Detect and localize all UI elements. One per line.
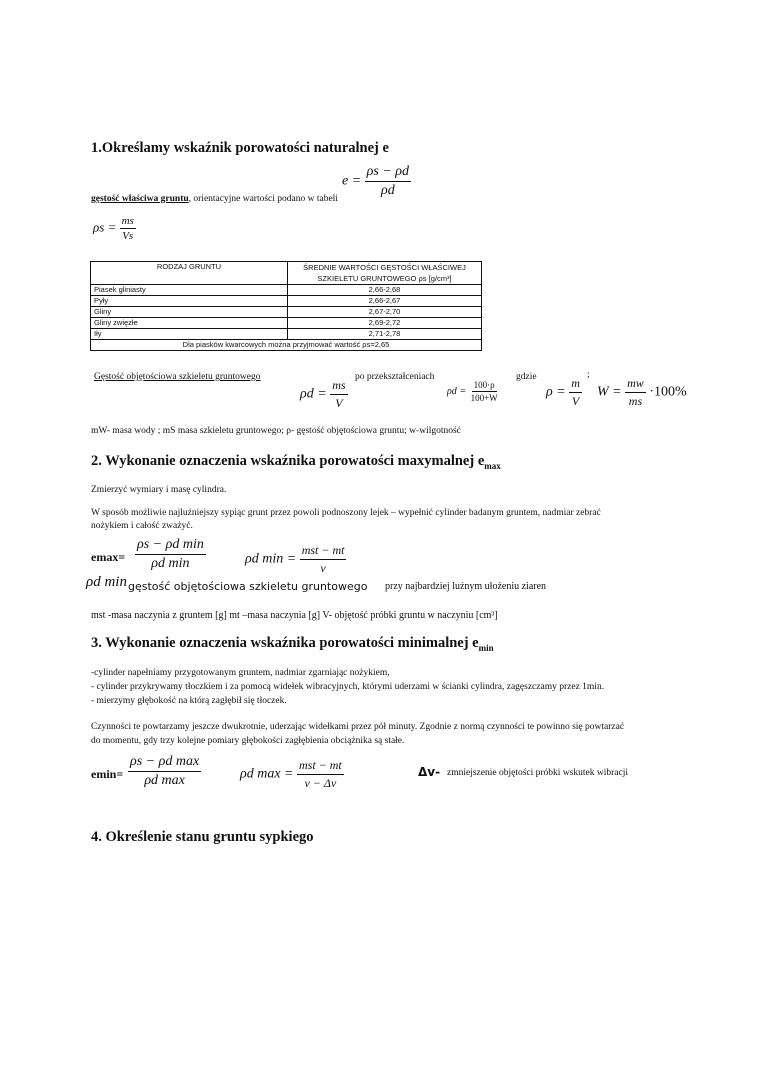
emax-label: emax= (91, 550, 126, 564)
rho-dmin-tail: przy najbardziej luźnym ułożeniu ziaren (385, 581, 547, 592)
formula-rho-d2: ρd = $\frac{100\cdot\rho}{100+W}$ (447, 380, 498, 403)
formula-rho-dmax: ρd max = $\frac{\text{mst − mt}}{v - \Delta v}$ (240, 758, 342, 790)
table-footer: Dla piasków kwarcowych można przyjmować wartość ρs=2,65 (91, 340, 482, 351)
formula-rho-dmin: ρd min = $\frac{\text{mst − mt}}{v}$ (245, 543, 345, 575)
table-row: Gliny zwięzłe 2,69-2,72 (91, 318, 482, 329)
formula-rho-s: ρs = $\frac{ms}{Vs}$ (93, 215, 134, 242)
section4-heading: 4. Określenie stanu gruntu sypkiego (91, 829, 314, 845)
density-line (91, 194, 338, 204)
semicolon: ; (587, 370, 590, 380)
section1-heading: 1.Określamy wskaźnik porowatości naturalnej e (91, 140, 389, 156)
rho-dmin-desc: gęstość objętościowa szkieletu gruntowego (128, 580, 368, 593)
emin-label: emin= (91, 767, 124, 781)
table-row: Piasek gliniasty 2,66-2,68 (91, 285, 482, 296)
table-header-soil: RODZAJ GRUNTU (91, 262, 288, 285)
section3-heading: 3. Wykonanie oznaczenia wskaźnika porowatości minimalnej $e_{min}$ (91, 635, 494, 653)
section3-p2a: Czynności te powtarzamy jeszcze dwukrotnie, uderzając widełkami przez pół minuty. Zgodnie z normą czynności te powinno się powtarzać (91, 722, 625, 732)
transform-label: po przekształceniach (355, 372, 435, 382)
section2-heading: 2. Wykonanie oznaczenia wskaźnika porowatości maxymalnej $e_{max}$ (91, 453, 501, 471)
table-row: Iły 2,71-2,78 (91, 329, 482, 340)
formula-emax: $\frac{\text{ρs − ρd min}}{\text{ρd min}}$ (137, 537, 204, 571)
table-row: Gliny 2,67-2,70 (91, 307, 482, 318)
delta-symbol: Δv- (418, 765, 441, 779)
section3-l2: - cylinder przykrywamy tłoczkiem i za pomocą widełek wibracyjnych, którymi uderzami w ścianki cylindra, zagęszczamy przez 1min. (91, 682, 605, 692)
delta-desc: zmniejszenie objętości próbki wskutek wibracji (447, 768, 628, 778)
formula-emin: $\frac{\text{ρs − ρd max}}{\text{ρd max}}$ (130, 754, 200, 788)
soil-density-table (90, 261, 482, 351)
density-label: gęstość właściwa gruntu (91, 194, 189, 204)
table-row: Pyły 2,66-2,67 (91, 296, 482, 307)
section3-l1: -cylinder napełniamy przygotowanym gruntem, nadmiar zgarniając nożykiem, (91, 668, 390, 678)
formula-w: W = $\frac{mw}{ms}$ ·100% (597, 376, 687, 408)
where-label: gdzie (516, 372, 537, 382)
masses-legend: mst -masa naczynia z gruntem [g] mt –masa naczynia [g] V- objętość próbki gruntu w naczyniu [cm³] (91, 610, 498, 621)
section3-l3: - mierzymy głębokość na którą zagłębił się tłoczek. (91, 696, 287, 706)
rho-dmin-symbol: ρd min (86, 574, 127, 590)
section3-p2b: do momentu, gdy trzy kolejne pomiary głębokości zagłębienia obciążnika są stałe. (91, 736, 405, 746)
symbols-legend: mW- masa wody ; mS masa szkieletu gruntowego; ρ- gęstość objętościowa gruntu; w-wilgotność (91, 426, 461, 436)
dry-density-label: Gęstość objętościowa szkieletu gruntowego (94, 372, 261, 382)
section2-p2a: W sposób możliwie najluźniejszy sypiąc grunt przez powoli podnoszony lejek – wypełnić cylinder badanym gruntem, nadmiar zebrać (91, 508, 601, 518)
table-header-density: ŚREDNIE WARTOŚCI GĘSTOŚCI WŁAŚCIWEJ SZKIELETU GRUNTOWEGO ρs [g/cm³] (288, 262, 482, 285)
density-note: , orientacyjne wartości podano w tabeli (188, 194, 338, 204)
formula-rho-d: ρd = $\frac{ms}{V}$ (300, 378, 346, 410)
section2-p2b: nożykiem i całość zważyć. (91, 521, 193, 531)
formula-e: e = $\frac{\rho s - \rho d}{\rho d}$ (342, 164, 410, 198)
section2-p1: Zmierzyć wymiary i masę cylindra. (91, 485, 227, 495)
formula-rho: ρ = $\frac{m}{V}$ (546, 376, 580, 408)
